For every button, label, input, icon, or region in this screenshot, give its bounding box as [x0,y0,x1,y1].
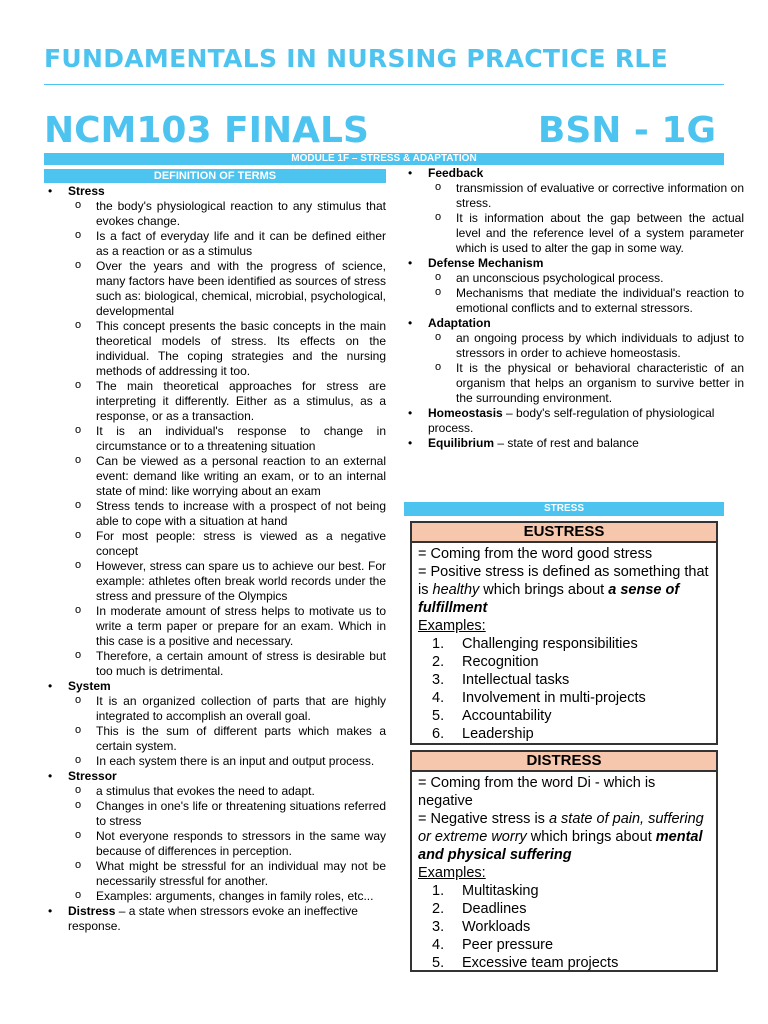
term-detail: o Examples: arguments, changes in family roles, etc... [68,889,386,904]
term-detail: o It is the physical or behavioral characteristic of an organism that helps an organism to survive better in the surrounding environment. [428,361,744,406]
term-name: Stressor [68,769,117,783]
term-item [44,679,386,769]
term-detail: o It is an organized collection of parts that are highly integrated to accomplish an overall goal. [68,694,386,724]
stress-banner: STRESS [404,502,724,516]
term-detail: o an unconscious psychological process. [428,271,744,286]
eustress-definition: = Positive stress is defined as something that is healthy which brings about a sense of fulfillment [418,564,709,616]
term-detail: o Over the years and with the progress of science, many factors have been identified as sources of stress such as: biological, chemical, microbial, psychological, developmental [68,259,386,319]
distress-definition: = Negative stress is a state of pain, suffering or extreme worry which brings about mental and physical suffering [418,811,704,863]
example-item: 3. Intellectual tasks [432,672,570,688]
term-name: Feedback [428,166,484,180]
term-item [404,436,744,451]
course-code: NCM103 FINALS [44,110,369,151]
eustress-box [410,521,718,745]
section-code: BSN - 1G [537,110,716,151]
term-detail: o It is an individual's response to change in circumstance or to a threatening situation [68,424,386,454]
term-detail: o However, stress can spare us to achieve our best. For example: athletes often break world records under the stress and pressure of the Olympics [68,559,386,604]
example-item: 4. Peer pressure [432,937,554,953]
term-detail: o This concept presents the basic concepts in the main theoretical models of stress. Its effects on the individual. The coping strategies and the nursing methods of addressing it too. [68,319,386,379]
term-detail: o Mechanisms that mediate the individual's reaction to emotional conflicts and to external stressors. [428,286,744,316]
right-column [404,166,744,451]
term-detail: o For most people: stress is viewed as a negative concept [68,529,386,559]
distress-examples [432,882,710,972]
example-item: 6. Leadership [432,726,534,742]
distress-origin: = Coming from the word Di - which is negative [418,775,656,809]
term-detail: o It is information about the gap between the actual level and the reference level of a system parameter which is used to alter the gap in some way. [428,211,744,256]
term-inline-definition: – a state when stressors evoke an ineffective response. [68,904,358,933]
term-detail: o In each system there is an input and output process. [68,754,386,769]
example-item: 1. Challenging responsibilities [432,636,638,652]
term-detail: o transmission of evaluative or corrective information on stress. [428,181,744,211]
term-detail: o the body's physiological reaction to any stimulus that evokes change. [68,199,386,229]
term-detail: o In moderate amount of stress helps to motivate us to write a term paper or prepare for an exam. Which in this case is a positive and necessary. [68,604,386,649]
term-name: Adaptation [428,316,491,330]
example-item: 5. Accountability [432,708,552,724]
term-detail: o Therefore, a certain amount of stress is desirable but too much is detrimental. [68,649,386,679]
term-detail: o The main theoretical approaches for stress are interpreting it differently. Either as a stimulus, as a response, or as a transaction. [68,379,386,424]
distress-box [410,750,718,972]
term-name: Homeostasis [428,406,503,420]
module-banner: MODULE 1F – STRESS & ADAPTATION [44,153,724,165]
example-item: 4. Involvement in multi-projects [432,690,646,706]
eustress-title: EUSTRESS [412,523,716,543]
eustress-examples-label: Examples: [418,618,486,634]
term-detail: o a stimulus that evokes the need to adapt. [68,784,386,799]
term-inline-definition: – body's self-regulation of physiological process. [428,406,715,435]
term-item [404,316,744,406]
distress-examples-label: Examples: [418,865,486,881]
term-item [404,256,744,316]
eustress-origin: = Coming from the word good stress [418,546,653,562]
distress-title: DISTRESS [412,752,716,772]
term-name: Distress [68,904,116,918]
eustress-examples [432,635,710,743]
example-item: 2. Deadlines [432,901,527,917]
term-item [44,904,386,934]
definitions-banner: DEFINITION OF TERMS [44,169,386,183]
term-detail: o Can be viewed as a personal reaction to an external event: demand like writing an exam, or to an internal state of mind: like worrying about an exam [68,454,386,499]
term-detail: o Stress tends to increase with a prospect of not being able to cope with a situation at hand [68,499,386,529]
term-item [44,184,386,679]
term-item [44,769,386,904]
title-underline [44,84,724,85]
term-name: Stress [68,184,105,198]
term-item [404,406,744,436]
term-name: Equilibrium [428,436,494,450]
example-item: 1. Multitasking [432,883,539,899]
term-detail: o an ongoing process by which individuals to adjust to stressors in order to achieve homeostasis. [428,331,744,361]
term-name: Defense Mechanism [428,256,544,270]
term-detail: o This is the sum of different parts which makes a certain system. [68,724,386,754]
document-title: FUNDAMENTALS IN NURSING PRACTICE RLE [44,44,669,73]
term-detail: o What might be stressful for an individual may not be necessarily stressful for another. [68,859,386,889]
example-item: 2. Recognition [432,654,539,670]
term-name: System [68,679,111,693]
term-detail: o Is a fact of everyday life and it can be defined either as a reaction or as a stimulus [68,229,386,259]
term-detail: o Changes in one's life or threatening situations referred to stress [68,799,386,829]
left-column [44,184,386,934]
example-item: 5. Excessive team projects [432,955,619,971]
term-inline-definition: – state of rest and balance [494,436,639,450]
term-detail: o Not everyone responds to stressors in the same way because of differences in perception. [68,829,386,859]
term-item [404,166,744,256]
example-item: 3. Workloads [432,919,531,935]
